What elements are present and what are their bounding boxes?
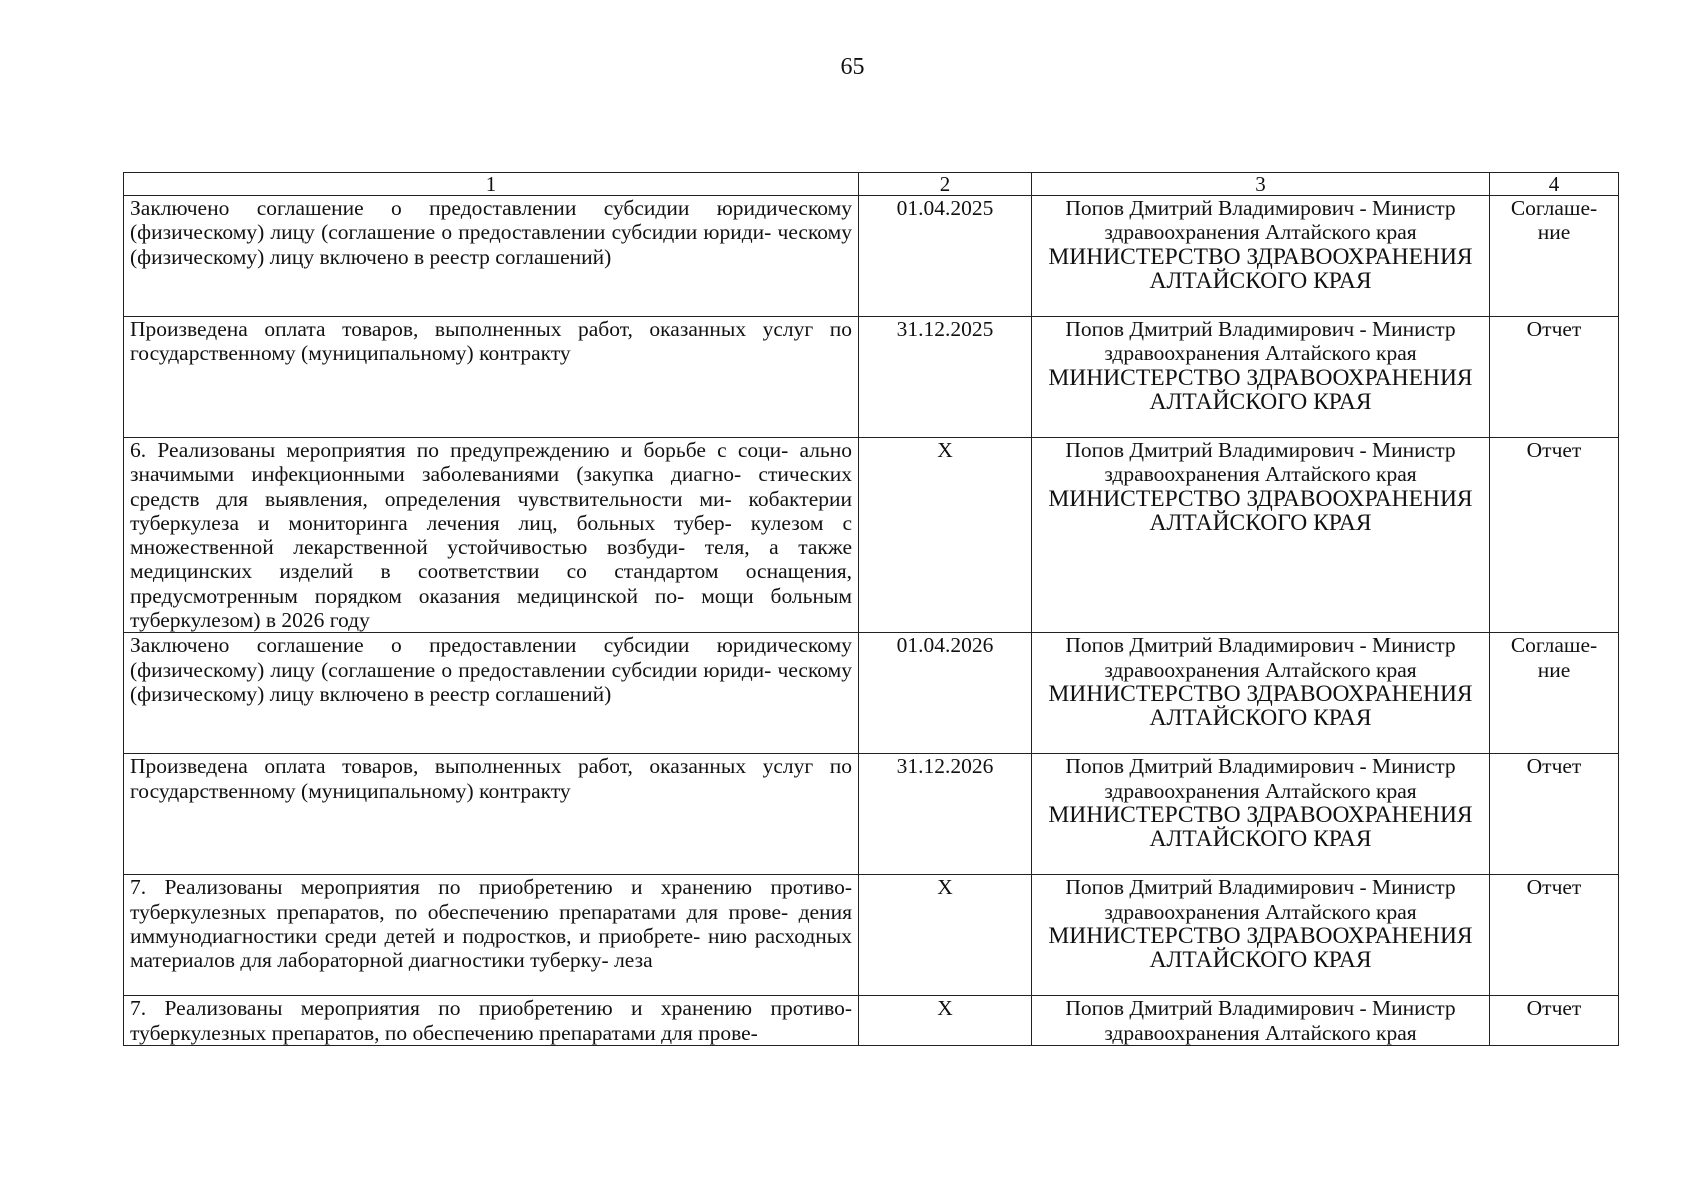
description-cell: 7. Реализованы мероприятия по приобретению и хранению противо- туберкулезных препаратов, по обеспечению препаратами для прове- дения иммунодиагностики среди детей и подростков, и приобрете- нию расходных материалов для лабораторной диагностики туберку- леза [124,875,859,996]
responsible-person: Попов Дмитрий Владимирович - Министр здравоохранения Алтайского края [1065,996,1456,1045]
document-cell: Отчет [1490,438,1619,633]
responsible-cell [1032,875,1490,996]
responsible-cell [1032,754,1490,875]
date-cell: 31.12.2025 [859,317,1032,438]
responsible-org: МИНИСТЕРСТВО ЗДРАВООХРАНЕНИЯ АЛТАЙСКОГО КРАЯ [1048,801,1473,853]
table-row [124,633,1619,754]
events-table [123,172,1619,1046]
date-cell: 01.04.2025 [859,196,1032,317]
table-row [124,875,1619,996]
description-cell: 6. Реализованы мероприятия по предупреждению и борьбе с соци- ально значимыми инфекционными заболеваниями (закупка диагно- стических средств для выявления, определения чувствительности ми- кобактерии туберкулеза и мониторинга лечения лиц, больных тубер- кулезом с множественной лекарственной устойчивостью возбуди- теля, а также медицинских изделий в соответствии со стандартом оснащения, предусмотренным порядком оказания медицинской по- мощи больным туберкулезом) в 2026 году [124,438,859,633]
responsible-org: МИНИСТЕРСТВО ЗДРАВООХРАНЕНИЯ АЛТАЙСКОГО КРАЯ [1048,922,1473,974]
document-cell: Соглаше- ние [1490,196,1619,317]
date-cell: 01.04.2026 [859,633,1032,754]
document-cell: Соглаше- ние [1490,633,1619,754]
date-cell: 31.12.2026 [859,754,1032,875]
description-cell: 7. Реализованы мероприятия по приобретению и хранению противо- туберкулезных препаратов, по обеспечению препаратами для прове- [124,996,859,1046]
responsible-person: Попов Дмитрий Владимирович - Министр здравоохранения Алтайского края [1065,633,1456,682]
table-row [124,996,1619,1046]
table-row [124,317,1619,438]
column-header-2: 2 [859,173,1032,196]
responsible-org: МИНИСТЕРСТВО ЗДРАВООХРАНЕНИЯ АЛТАЙСКОГО КРАЯ [1048,364,1473,415]
description-cell: Заключено соглашение о предоставлении субсидии юридическому (физическому) лицу (соглашение о предоставлении субсидии юриди- ческому (физическому) лицу включено в реестр соглашений) [124,196,859,317]
responsible-cell [1032,317,1490,438]
document-cell: Отчет [1490,317,1619,438]
document-cell: Отчет [1490,875,1619,996]
description-cell: Произведена оплата товаров, выполненных работ, оказанных услуг по государственному (муниципальному) контракту [124,754,859,875]
date-cell: X [859,438,1032,633]
date-cell: X [859,996,1032,1046]
responsible-person: Попов Дмитрий Владимирович - Министр здравоохранения Алтайского края [1065,196,1456,245]
responsible-org: МИНИСТЕРСТВО ЗДРАВООХРАНЕНИЯ АЛТАЙСКОГО КРАЯ [1048,485,1473,536]
responsible-person: Попов Дмитрий Владимирович - Министр здравоохранения Алтайского края [1065,875,1456,924]
responsible-cell [1032,996,1490,1046]
responsible-cell [1032,633,1490,754]
responsible-person: Попов Дмитрий Владимирович - Министр здравоохранения Алтайского края [1065,754,1456,803]
description-cell: Заключено соглашение о предоставлении субсидии юридическому (физическому) лицу (соглашение о предоставлении субсидии юриди- ческому (физическому) лицу включено в реестр соглашений) [124,633,859,754]
responsible-org: МИНИСТЕРСТВО ЗДРАВООХРАНЕНИЯ АЛТАЙСКОГО КРАЯ [1048,680,1473,732]
column-header-3: 3 [1032,173,1490,196]
table-header-row [124,173,1619,196]
responsible-cell [1032,438,1490,633]
table-row [124,754,1619,875]
date-cell: X [859,875,1032,996]
document-cell: Отчет [1490,996,1619,1046]
table-row [124,438,1619,633]
column-header-1: 1 [124,173,859,196]
responsible-person: Попов Дмитрий Владимирович - Министр здравоохранения Алтайского края [1065,438,1456,487]
responsible-org: МИНИСТЕРСТВО ЗДРАВООХРАНЕНИЯ АЛТАЙСКОГО КРАЯ [1048,243,1473,294]
column-header-4: 4 [1490,173,1619,196]
responsible-person: Попов Дмитрий Владимирович - Министр здравоохранения Алтайского края [1065,317,1456,366]
responsible-cell [1032,196,1490,317]
document-cell: Отчет [1490,754,1619,875]
page-number: 65 [840,54,865,80]
description-cell: Произведена оплата товаров, выполненных работ, оказанных услуг по государственному (муниципальному) контракту [124,317,859,438]
table-row [124,196,1619,317]
